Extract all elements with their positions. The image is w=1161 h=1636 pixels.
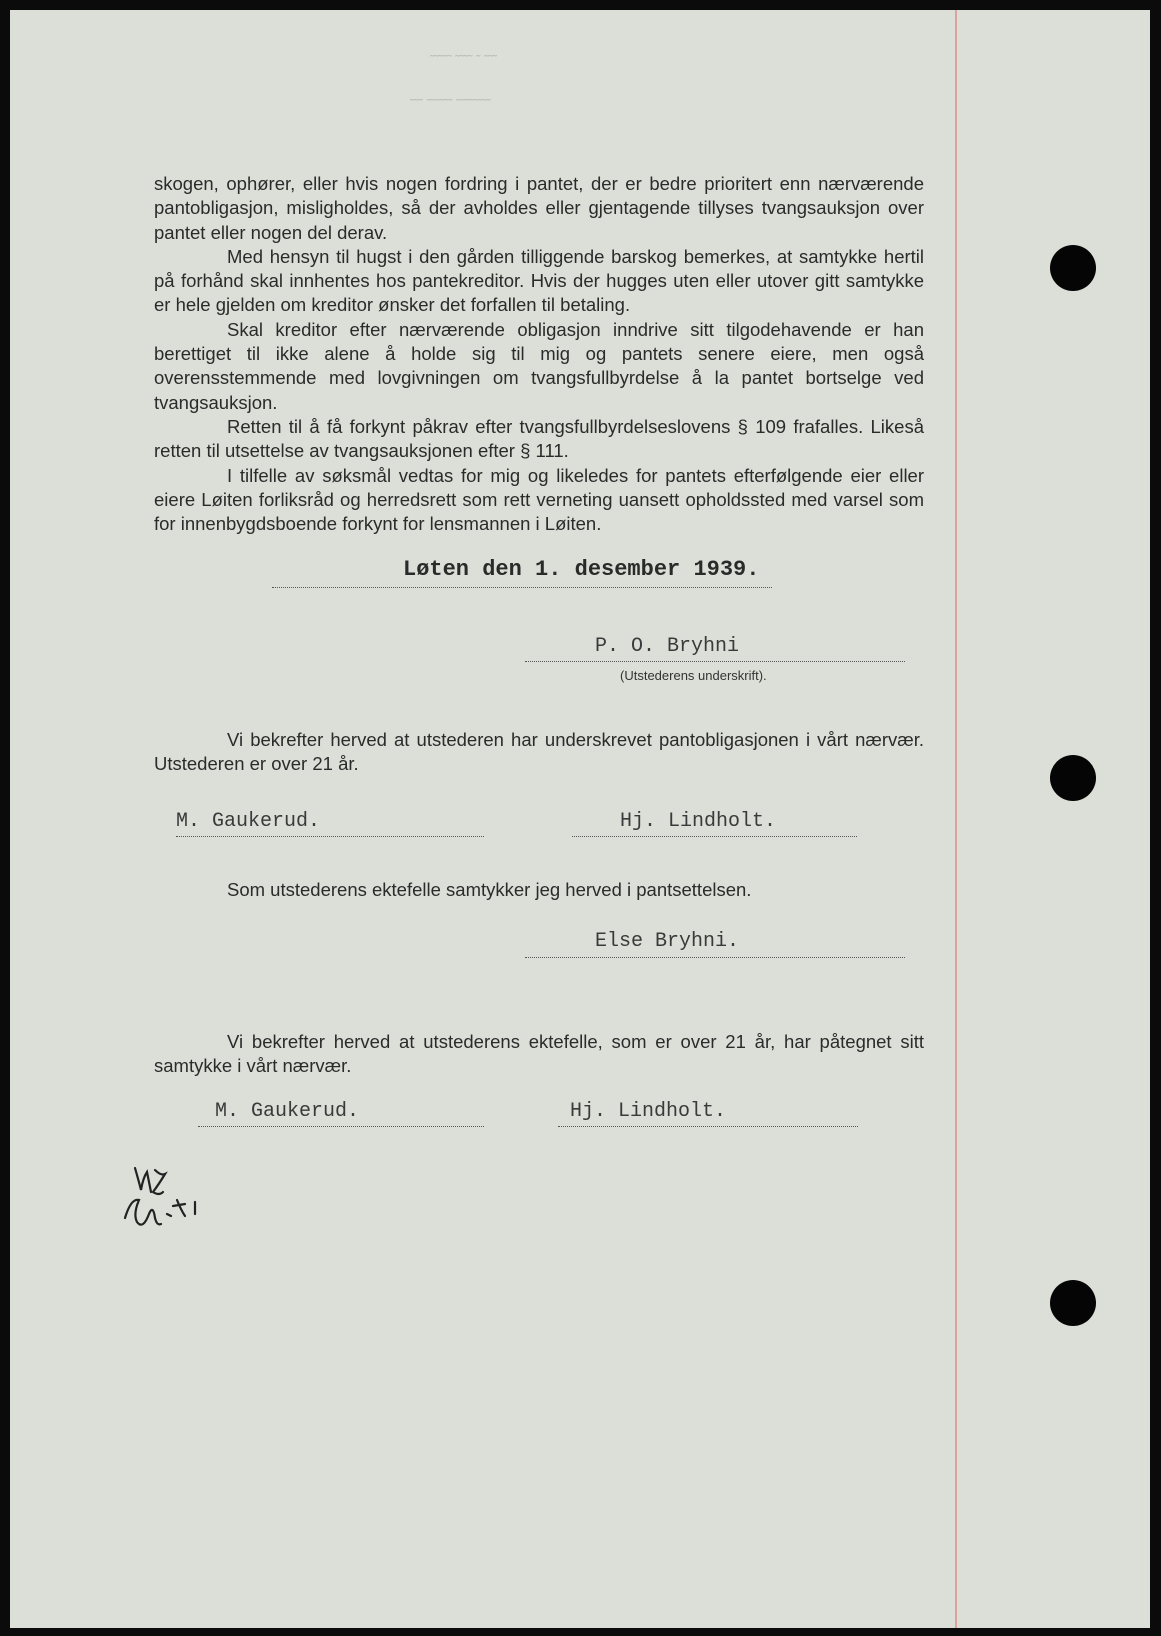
paragraph: Med hensyn til hugst i den gården tilliggende barskog bemerkes, at samtykke hertil på forhånd skal innhentes hos pantekreditor. Hvis der hugges uten eller utover gitt samtykke er hele gjelden om kreditor ønsker det forfallen til betaling. [154, 245, 924, 316]
witness-statement-1: Vi bekrefter herved at utstederen har underskrevet pantobligasjonen i vårt nærvær. Utstederen er over 21 år. [154, 729, 924, 775]
paragraph: I tilfelle av søksmål vedtas for mig og likeledes for pantets efterfølgende eier eller eiere Løiten forliksråd og herredsrett som rett verneting uansett opholdssted med varsel som for innenbygdsboende forkynt for lensmannen i Løiten. [154, 464, 924, 535]
paragraph: skogen, ophører, eller hvis nogen fordring i pantet, der er bedre prioritert enn nærværende pantobligasjon, misligholdes, så der avholdes eller gjentagende tillyses tvangsauksjon over pantet eller nogen del derav. [154, 173, 924, 243]
punch-hole [1050, 755, 1096, 801]
signature-line [525, 957, 905, 958]
witness-line [572, 836, 857, 837]
paragraph: Retten til å få forkynt påkrav efter tvangsfullbyrdelseslovens § 109 frafalles. Likeså retten til utsettelse av tvangsauksjonen efter § 111. [154, 415, 924, 462]
issuer-signature: P. O. Bryhni [595, 635, 740, 658]
witness-signature-left: M. Gaukerud. [215, 1100, 360, 1123]
witness-line [176, 836, 484, 837]
punch-hole [1050, 245, 1096, 291]
date-line [272, 587, 772, 588]
handwritten-initials [115, 1160, 225, 1240]
punch-hole [1050, 1280, 1096, 1326]
place-date: Løten den 1. desember 1939. [403, 557, 760, 582]
signature-line [525, 661, 905, 662]
witness-signature-right: Hj. Lindholt. [570, 1100, 727, 1123]
spouse-consent: Som utstederens ektefelle samtykker jeg herved i pantsettelsen. [227, 879, 752, 900]
witness-signature-left: M. Gaukerud. [176, 810, 321, 833]
witness-statement-2: Vi bekrefter herved at utstederens ektefelle, som er over 21 år, har påtegnet sitt samtykke i vårt nærvær. [154, 1031, 924, 1077]
body-text [154, 172, 924, 536]
paragraph: Skal kreditor efter nærværende obligasjon inndrive sitt tilgodehavende er han berettiget til ikke alene å holde sig til mig og pantets senere eiere, men også overensstemmende med lovgivningen om tvangsfullbyrdelse å la pantet bortselge ved tvangsauksjon. [154, 318, 924, 413]
margin-rule [955, 10, 957, 1628]
issuer-caption: (Utstederens underskrift). [620, 668, 767, 683]
show-through-mark: ˜˜˜ ˜˜˜˜˜˜ ˜˜˜˜˜˜˜˜ [410, 96, 491, 111]
witness-line [198, 1126, 484, 1127]
show-through-mark: ˜˜˜˜˜ ˜˜˜˜ ˜ ˜˜˜ [430, 52, 498, 67]
witness-signature-right: Hj. Lindholt. [620, 810, 777, 833]
spouse-signature: Else Bryhni. [595, 930, 740, 953]
witness-line [558, 1126, 858, 1127]
document-page [10, 10, 1150, 1628]
